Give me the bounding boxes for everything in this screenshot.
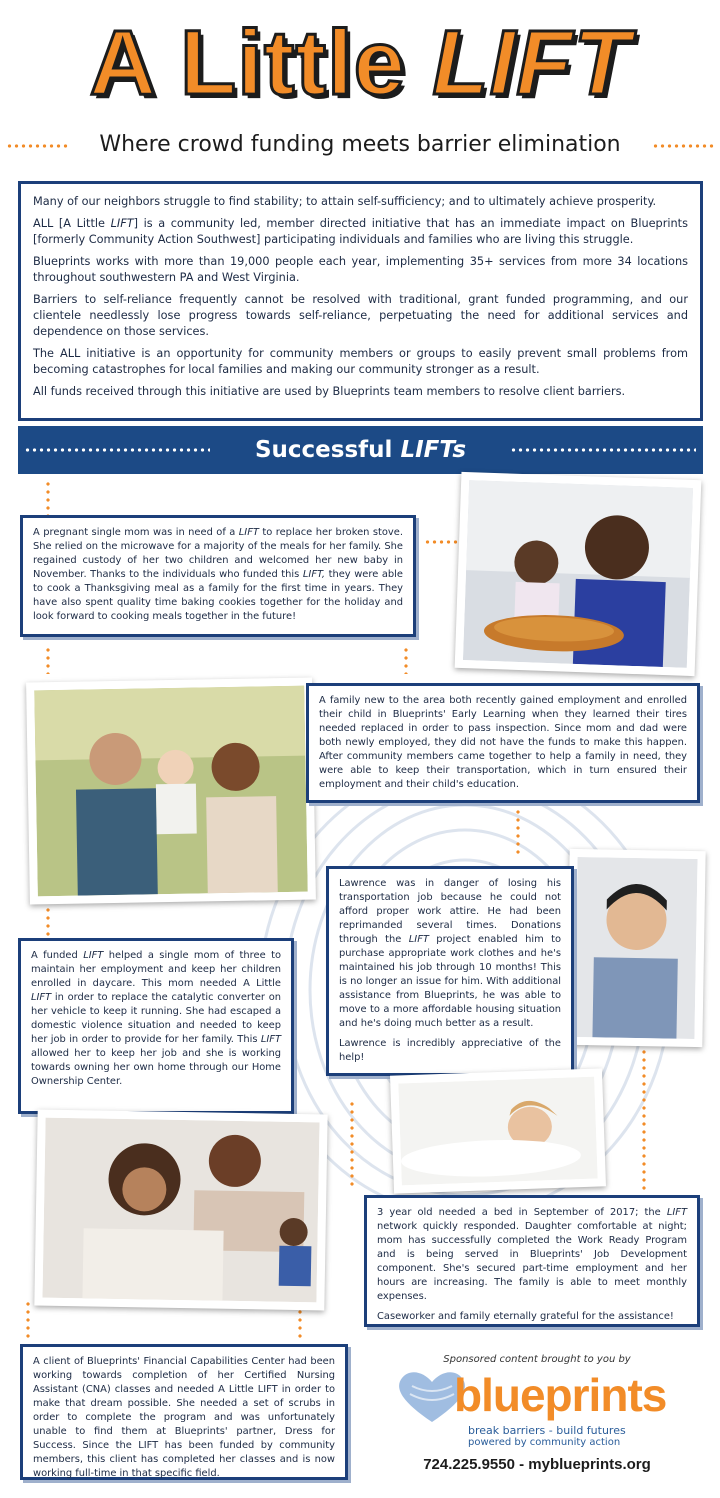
story-bed-closing: Caseworker and family eternally grateful for the assistance! bbox=[377, 1311, 674, 1322]
photo-child-bed-image bbox=[398, 1077, 597, 1186]
photo-mom-child-image bbox=[42, 1118, 319, 1303]
photo-lawrence-image bbox=[574, 857, 697, 1039]
s4-g: allowed her to keep her job and she is working towards owning her own home through our Home Ownership Center. bbox=[31, 1048, 281, 1087]
s4-c: helped a single mom of three to maintain her employment and keep her children enrolled in daycare. This mom needed A Little bbox=[31, 950, 281, 989]
s4-b: LIFT bbox=[83, 950, 104, 961]
photo-kids-pie-image bbox=[463, 480, 693, 668]
connector-7 bbox=[642, 1040, 646, 1190]
logo-word: blueprints bbox=[454, 1369, 667, 1421]
s1-d: LIFT, bbox=[302, 569, 325, 580]
connector-6 bbox=[46, 906, 50, 936]
story-bed-text bbox=[377, 1206, 687, 1304]
section-title-b: LIFTs bbox=[400, 437, 467, 463]
connector-3 bbox=[46, 646, 50, 674]
subtitle: Where crowd funding meets barrier elimination bbox=[99, 132, 621, 157]
story-scrubs-text: A client of Blueprints' Financial Capabilities Center had been working towards completion of her Certified Nursing Assistant (CNA) classes and needed A Little LIFT in order to make that dream possible. She needed a set of scrubs in order to complete the program and was unfortunately unable to find them at Blueprints' partner, Dress for Success. Since the LIFT has been funded by community members, this client has completed her classes and is now working full-time in that specific field. bbox=[33, 1356, 335, 1479]
story-lawrence bbox=[326, 866, 574, 1076]
story-scrubs bbox=[20, 1344, 348, 1480]
section-title-a: Successful bbox=[254, 437, 401, 463]
s3-c: project enabled him to purchase appropriate work clothes and he's maintained his job through 10 months! This is no longer an issue for him. With additional assistance from Blueprints, he was able to move to a more affordable housing situation and he's doing much better as a result. bbox=[339, 934, 561, 1029]
s4-d: LIFT bbox=[31, 992, 52, 1003]
intro-p6: All funds received through this initiative are used by Blueprints team members to resolve client barriers. bbox=[33, 385, 626, 398]
title-lift: LIFT bbox=[432, 12, 631, 114]
story-converter bbox=[18, 938, 294, 1114]
s5-c: network quickly responded. Daughter comfortable at night; mom has successfully completed the Work Ready Program and is being served in Blueprints' Job Development component. She's secured part-time employment and her hours are increasing. The family is able to meet monthly expenses. bbox=[377, 1221, 687, 1302]
section-header bbox=[18, 426, 703, 474]
connector-9 bbox=[26, 1300, 30, 1340]
s1-a: A pregnant single mom was in need of a bbox=[33, 527, 239, 538]
story-lawrence-closing: Lawrence is incredibly appreciative of the help! bbox=[339, 1038, 561, 1063]
intro-p4: Barriers to self-reliance frequently cannot be resolved with traditional, grant funded programming, and our clientele needlessly lose progress towards self-reliance, perpetuating the need for additional services and dependence on those services. bbox=[33, 293, 688, 338]
sponsor-text: Sponsored content brought to you by bbox=[443, 1354, 631, 1365]
logo-tagline-2: powered by community action bbox=[468, 1437, 621, 1448]
connector-8 bbox=[350, 1100, 354, 1190]
story-lawrence-text bbox=[339, 877, 561, 1031]
s1-b: LIFT bbox=[238, 527, 259, 538]
title-text: A Little bbox=[89, 12, 433, 114]
s4-e: in order to replace the catalytic converter on her vehicle to keep it running. She had escaped a domestic violence situation and needed to keep her job in order to provide for her family. This bbox=[31, 992, 281, 1045]
section-dots-right bbox=[510, 448, 696, 452]
section-dots-left bbox=[24, 448, 210, 452]
logo-tagline-1: break barriers - build futures bbox=[468, 1424, 626, 1437]
subtitle-row bbox=[0, 128, 720, 162]
connector-5 bbox=[516, 808, 520, 858]
intro-p2-c: ] is a community led, member directed initiative that has an immediate impact on Blueprints [formerly Community Action Southwest] participating individuals and families who are living this struggle. bbox=[33, 217, 688, 246]
photo-mom-child bbox=[34, 1109, 327, 1310]
story-converter-text bbox=[31, 949, 281, 1089]
photo-lawrence bbox=[566, 849, 705, 1047]
s5-b: LIFT bbox=[666, 1207, 687, 1218]
photo-kids-pie bbox=[455, 472, 702, 676]
story-stove bbox=[20, 515, 416, 637]
s3-a: Lawrence was in danger of losing his transportation job because he could not afford proper work attire. He had been reprimanded several times. Donations through the bbox=[339, 878, 561, 945]
story-bed bbox=[364, 1195, 700, 1327]
intro-p2 bbox=[33, 216, 688, 248]
blueprints-logo bbox=[392, 1366, 692, 1454]
connector-4 bbox=[404, 646, 408, 674]
dots-left bbox=[6, 144, 68, 148]
photo-family bbox=[26, 678, 316, 905]
s4-f: LIFT bbox=[260, 1034, 281, 1045]
photo-family-image bbox=[34, 686, 308, 897]
intro-p2-a: ALL [A Little bbox=[33, 217, 111, 230]
intro-p1: Many of our neighbors struggle to find stability; to attain self-sufficiency; and to ultimately achieve prosperity. bbox=[33, 195, 657, 208]
s4-a: A funded bbox=[31, 950, 84, 961]
story-tires-text: A family new to the area both recently gained employment and enrolled their child in Blueprints' Early Learning when they learned their tires needed replaced in order to pass inspection. Since mom and dad were both newly employed, they did not have the funds to make this happen. After community members came together to help a family in need, they were able to keep their transportation, which in turn ensured their employment and their child's education. bbox=[319, 695, 687, 790]
story-stove-text bbox=[33, 526, 403, 624]
intro-box bbox=[18, 181, 703, 421]
intro-p3: Blueprints works with more than 19,000 people each year, implementing 35+ services from more 34 locations throughout southwestern PA and West Virginia. bbox=[33, 255, 688, 284]
intro-p5: The ALL initiative is an opportunity for community members or groups to easily prevent small problems from becoming catastrophes for local families and making our community stronger as a result. bbox=[33, 347, 688, 376]
photo-child-bed bbox=[390, 1068, 606, 1193]
contact-info: 724.225.9550 - myblueprints.org bbox=[423, 1456, 651, 1473]
connector-2 bbox=[424, 540, 458, 544]
connector-1 bbox=[46, 480, 50, 518]
s3-b: LIFT bbox=[408, 934, 429, 945]
section-title bbox=[218, 426, 503, 474]
dots-right bbox=[652, 144, 714, 148]
story-tires bbox=[306, 683, 700, 803]
s1-e: they were able to cook a Thanksgiving meal as a family for the first time in years. They have also spent quality time baking cookies together for the holiday and look forward to cooking meals together in the future! bbox=[33, 569, 403, 622]
s5-a: 3 year old needed a bed in September of 2017; the bbox=[377, 1207, 667, 1218]
page-title bbox=[0, 8, 720, 118]
s1-c: to replace her broken stove. She relied on the microwave for a majority of the meals for her family. She regained custody of her two children and welcomed her new baby in November. Thanks to the individuals who funded this bbox=[33, 527, 403, 580]
intro-p2-b: LIFT bbox=[110, 217, 134, 230]
